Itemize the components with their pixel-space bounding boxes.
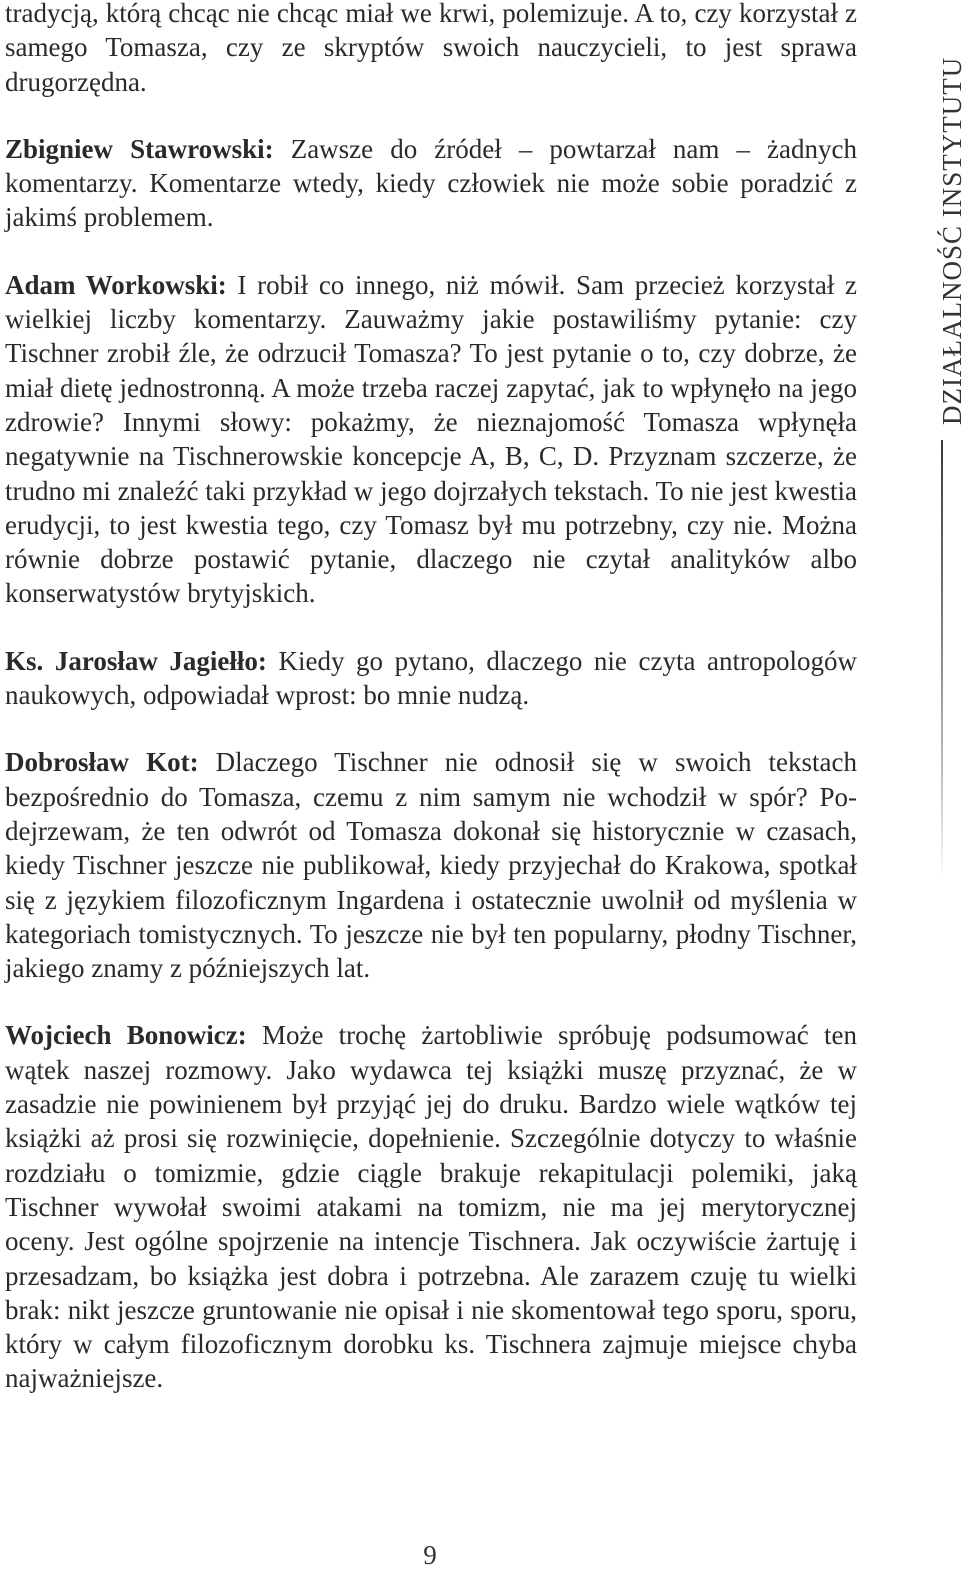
paragraph [5,1018,857,1395]
speaker-name: Wojciech Bonowicz: [5,1020,247,1051]
page-number: 9 [423,1540,437,1570]
paragraph-text: I robił co innego, niż mówił. Sam przecież korzystał z wielkiej liczby komentarzy. Zauważmy jakie postawiliśmy pytanie: czy Tischner zrobił źle, że odrzucił Tomasza? To jest pytanie o to, czy dobrze, że miał dietę jednostronną. A może trzeba raczej zapytać, jak to wpłynęło na jego zdrowie? Innymi słowy: pokażmy, że nieznajomość Tomasza wpłynęła negatywnie na Tischnerowskie koncepcje A, B, C, D. Przyznam szczerze, że trudno mi znaleźć taki przykład w jego dojrzałych tekstach. To nie jest kwestia erudycji, to jest kwestia tego, czy Tomasz był mu potrzebny, czy nie. Można równie dobrze postawić pytanie, dlaczego nie czytał analityków albo konserwatystów brytyjskich. [5,269,858,609]
paragraph-text: Dlaczego Tischner nie odnosił się w swoich tekstach bezpośrednio do Tomasza, czemu z nim samym nie wchodził w spór? Podejrzewam, że ten odwrót od Tomasza dokonał się historycznie w czasach, kiedy Tischner jeszcze nie publikował, kiedy przyjechał do Krakowa, spotkał się z językiem filozoficznym Ingardena i ostatecznie uwolnił od myślenia w kategoriach tomistycznych. To jeszcze nie był ten popularny, płodny Tischner, jakiego znamy z późniejszych lat. [5,747,857,984]
speaker-name: Dobrosław Kot: [5,747,199,778]
section-side-label: DZIAŁALNOŚĆ INSTYTUTU [937,56,967,425]
paragraph-text: Może trochę żartobliwie spróbuję podsumować ten wątek naszej rozmowy. Jako wydawca tej książki muszę przyznać, że w zasadzie nie powinienem był przyjąć jej do druku. Bardzo wiele wątków tej książki aż prosi się rozwinięcie, dopełnienie. Szczególnie dotyczy to właśnie rozdziału o tomizmie, gdzie ciągle brakuje rekapitulacji polemiki, jaką Tischner wywołał swoimi atakami na tomizm, nie ma jej merytorycznej oceny. Jest ogólne spojrzenie na intencje Tischnera. Jak oczywiście żartuję i przesadzam, bo książka jest dobra i potrzebna. Ale zarazem czuję tu wielki brak: nikt jeszcze gruntowanie nie opisał i nie skomentował tego sporu, sporu, który w całym filozoficznym dorobku ks. Tischnera zajmuje miejsce chyba najważniejsze. [5,1020,857,1394]
text-column [5,0,857,1429]
paragraph [5,132,857,235]
speaker-name: Ks. Jarosław Jagiełło: [5,645,267,676]
paragraph [5,0,857,99]
speaker-name: Zbigniew Stawrowski: [5,133,274,164]
paragraph [5,268,857,611]
side-divider-rule [941,440,943,880]
paragraph [5,644,857,713]
paragraph-text: Kiedy go pytano, dlaczego nie czyta antropologów naukowych, odpowiadał wprost: bo mnie nudzą. [5,645,858,711]
speaker-name: Adam Workowski: [5,269,227,300]
paragraph-text: Zawsze do źródeł – powtarzał nam – żadnych komentarzy. Komentarze wtedy, kiedy człowiek nie może sobie poradzić z jakimś problemem. [5,133,858,233]
paragraph-text: tradycją, którą chcąc nie chcąc miał we krwi, polemizuje. A to, czy korzystał z samego Tomasza, czy ze skryptów swoich nauczycieli, to jest sprawa drugorzędna. [5,0,857,97]
paragraph [5,745,857,985]
